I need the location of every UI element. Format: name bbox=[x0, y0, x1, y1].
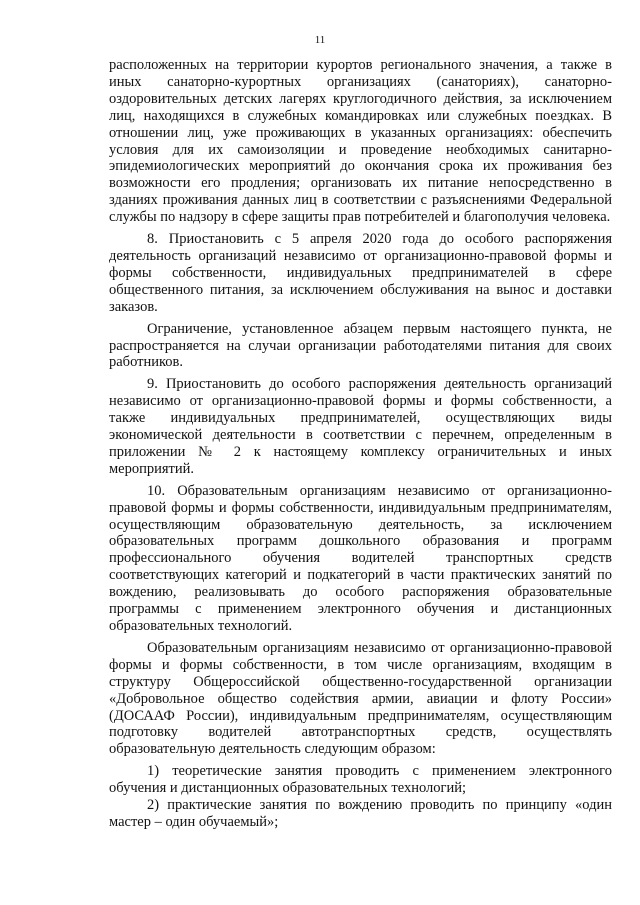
page-number: 11 bbox=[314, 34, 326, 46]
paragraph-item-10-driver-training: Образовательным организациям независимо от организационно-правовой формы и формы собственности, в том числе организациям, входящим в структуру Общероссийской общественно-государственной организации «Добровольное общество содействия армии, авиации и флоту России» (ДОСААФ России), индивидуальным предпринимателям, осуществляющим подготовку водителей автотранспортных средств, осуществлять образовательную деятельность следующим образом: bbox=[109, 639, 612, 758]
paragraph-item-8-restriction: Ограничение, установленное абзацем первым настоящего пункта, не распространяется на случаи организации работодателями питания для своих работников. bbox=[109, 320, 612, 371]
paragraph-item-8: 8. Приостановить с 5 апреля 2020 года до особого распоряжения деятельность организаций независимо от организационно-правовой формы и формы собственности, индивидуальных предпринимателей в сфере общественного питания, за исключением обслуживания на вынос и доставки заказов. bbox=[109, 231, 612, 315]
list-item-practical-lessons: 2) практические занятия по вождению проводить по принципу «один мастер – один обучаемый»; bbox=[109, 797, 612, 830]
paragraph-continuation: расположенных на территории курортов регионального значения, а также в иных санаторно-курортных организациях (санаториях), санаторно-оздоровительных детских лагерях круглогодичного действия, за исключением лиц, находящихся в служебных командировках или служебных поездках. В отношении лиц, уже проживающих в указанных организациях: обеспечить условия для их самоизоляции и проведение необходимых санитарно-эпидемиологических мероприятий до окончания срока их проживания без возможности его продления; организовать их питание непосредственно в зданиях проживания данных лиц в соответствии с разъяснениями Федеральной службы по надзору в сфере защиты прав потребителей и благополучия человека. bbox=[109, 57, 612, 226]
document-body bbox=[109, 57, 612, 831]
paragraph-item-10: 10. Образовательным организациям независимо от организационно-правовой формы и формы собственности, индивидуальным предпринимателям, осуществляющим образовательную деятельность, за исключением образовательных программ дошкольного образования и программ профессионального обучения водителей транспортных средств соответствующих категорий и подкатегорий в части практических занятий по вождению, реализовывать до особого распоряжения образовательные программы с применением электронного обучения и дистанционных образовательных технологий. bbox=[109, 482, 612, 634]
paragraph-item-9: 9. Приостановить до особого распоряжения деятельность организаций независимо от организационно-правовой формы и формы собственности, а также индивидуальных предпринимателей, осуществляющих виды экономической деятельности в соответствии с перечнем, определенным в приложении № 2 к настоящему комплексу ограничительных и иных мероприятий. bbox=[109, 376, 612, 477]
list-item-theory-lessons: 1) теоретические занятия проводить с применением электронного обучения и дистанционных образовательных технологий; bbox=[109, 763, 612, 797]
